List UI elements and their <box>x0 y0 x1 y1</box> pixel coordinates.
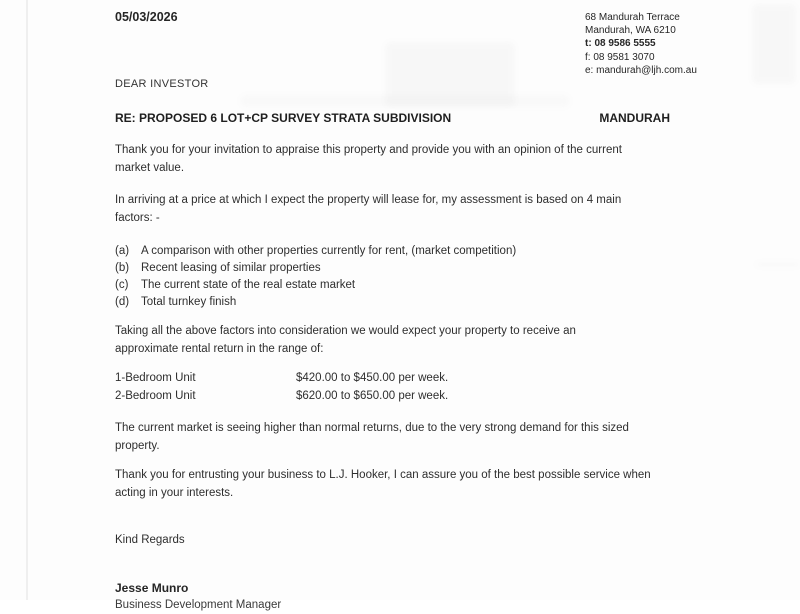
factor-item <box>115 260 516 277</box>
factor-text: Total turnkey finish <box>141 296 237 308</box>
unit-rate: $620.00 to $650.00 per week. <box>296 389 449 402</box>
scan-artifact-smudge <box>240 95 570 107</box>
factor-item <box>115 294 516 311</box>
rental-rates-table <box>115 370 448 405</box>
factor-label: (a) <box>115 245 130 257</box>
closing-salutation: Kind Regards <box>115 534 185 546</box>
letterhead-address-line1: 68 Mandurah Terrace <box>585 12 680 23</box>
unit-rate: $420.00 to $450.00 per week. <box>296 372 449 384</box>
factor-text: Recent leasing of similar properties <box>141 262 321 274</box>
factor-text: A comparison with other properties currently for rent, (market competition) <box>141 245 517 257</box>
paragraph-line: Thank you for your invitation to appraise this property and provide you with an opinion of the current <box>115 144 622 156</box>
letter-date: 05/03/2026 <box>115 10 178 24</box>
factor-label: (c) <box>115 279 129 291</box>
salutation: DEAR INVESTOR <box>115 78 209 90</box>
letterhead-contact-block <box>585 11 697 77</box>
paragraph-line: Thank you for entrusting your business to L.J. Hooker, I can assure you of the best possible service when <box>115 469 651 481</box>
paragraph-line: market value. <box>115 162 185 174</box>
signature-name: Jesse Munro <box>115 581 189 595</box>
paragraph-line: In arriving at a price at which I expect the property will lease for, my assessment is based on 4 main <box>115 194 622 206</box>
factor-label: (b) <box>115 262 130 274</box>
scan-page-edge-line <box>26 0 28 600</box>
paragraph-line: acting in your interests. <box>115 487 234 499</box>
table-row <box>115 370 448 388</box>
unit-type: 1-Bedroom Unit <box>115 372 196 384</box>
letterhead-phone: t: 08 9586 5555 <box>585 38 656 50</box>
factor-item <box>115 277 516 294</box>
unit-type: 2-Bedroom Unit <box>115 389 196 402</box>
subject-location: MANDURAH <box>599 111 670 125</box>
factors-list <box>115 243 516 311</box>
table-row <box>115 388 448 406</box>
signature-title-clipped: Business Development Manager <box>115 599 282 611</box>
factor-item <box>115 243 516 260</box>
paragraph-assessment <box>115 191 621 227</box>
factor-label: (d) <box>115 296 130 308</box>
paragraph-thanks <box>115 466 651 502</box>
letterhead-fax: f: 08 9581 3070 <box>585 51 655 63</box>
paragraph-market <box>115 419 629 455</box>
paragraph-line: factors: - <box>115 212 160 224</box>
subject-text: RE: PROPOSED 6 LOT+CP SURVEY STRATA SUBDIVISION <box>115 111 452 125</box>
letterhead-email: e: mandurah@ljh.com.au <box>585 64 697 76</box>
subject-line <box>115 109 670 127</box>
paragraph-rental-range <box>115 322 576 358</box>
paragraph-line: Taking all the above factors into consideration we would expect your property to receive an <box>115 325 576 337</box>
paragraph-line: The current market is seeing higher than normal returns, due to the very strong demand for this sized <box>115 422 629 434</box>
paragraph-line: approximate rental return in the range of: <box>115 343 324 355</box>
factor-text: The current state of the real estate market <box>141 279 356 291</box>
letterhead-address-line2: Mandurah, WA 6210 <box>585 25 676 37</box>
scan-artifact-smudge <box>752 4 796 84</box>
scan-artifact-smudge <box>756 263 800 266</box>
paragraph-intro <box>115 141 622 177</box>
paragraph-line: property. <box>115 440 160 452</box>
